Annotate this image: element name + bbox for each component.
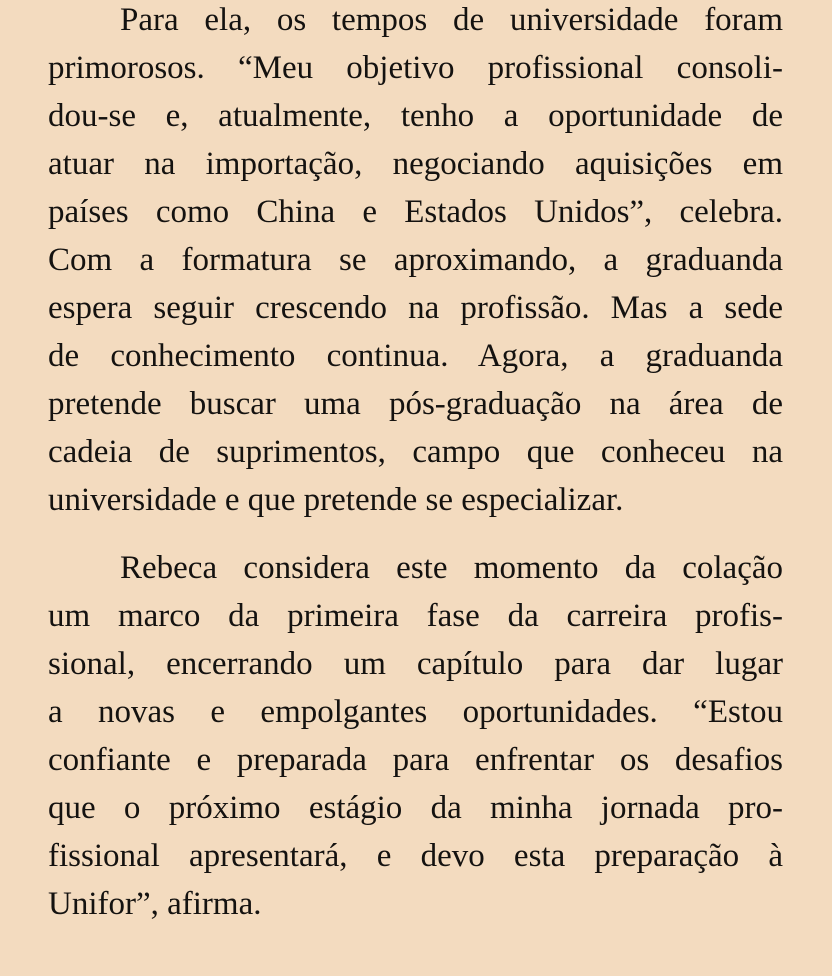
text-line: fissional apresentará, e devo esta preparação à	[48, 838, 783, 874]
text-line: países como China e Estados Unidos”, celebra.	[48, 194, 783, 230]
article-body	[48, 0, 783, 948]
text-line: Rebeca considera este momento da colação	[120, 550, 783, 586]
text-line: confiante e preparada para enfrentar os desafios	[48, 742, 783, 778]
text-line: cadeia de suprimentos, campo que conheceu na	[48, 434, 783, 470]
text-line: Com a formatura se aproximando, a graduanda	[48, 242, 783, 278]
text-line: sional, encerrando um capítulo para dar lugar	[48, 646, 783, 682]
text-line: Para ela, os tempos de universidade foram	[120, 2, 783, 38]
text-line: Unifor”, afirma.	[48, 886, 262, 922]
paragraph	[48, 0, 783, 524]
text-line: a novas e empolgantes oportunidades. “Estou	[48, 694, 783, 730]
text-line: espera seguir crescendo na profissão. Mas a sede	[48, 290, 783, 326]
text-line: um marco da primeira fase da carreira profis-	[48, 598, 783, 634]
text-line: dou-se e, atualmente, tenho a oportunidade de	[48, 98, 783, 134]
text-line: universidade e que pretende se especializar.	[48, 482, 624, 518]
text-line: atuar na importação, negociando aquisições em	[48, 146, 783, 182]
text-line: primorosos. “Meu objetivo profissional consoli-	[48, 50, 783, 86]
paragraph	[48, 544, 783, 928]
text-line: que o próximo estágio da minha jornada pro-	[48, 790, 783, 826]
text-line: de conhecimento continua. Agora, a graduanda	[48, 338, 783, 374]
text-line: pretende buscar uma pós-graduação na área de	[48, 386, 783, 422]
